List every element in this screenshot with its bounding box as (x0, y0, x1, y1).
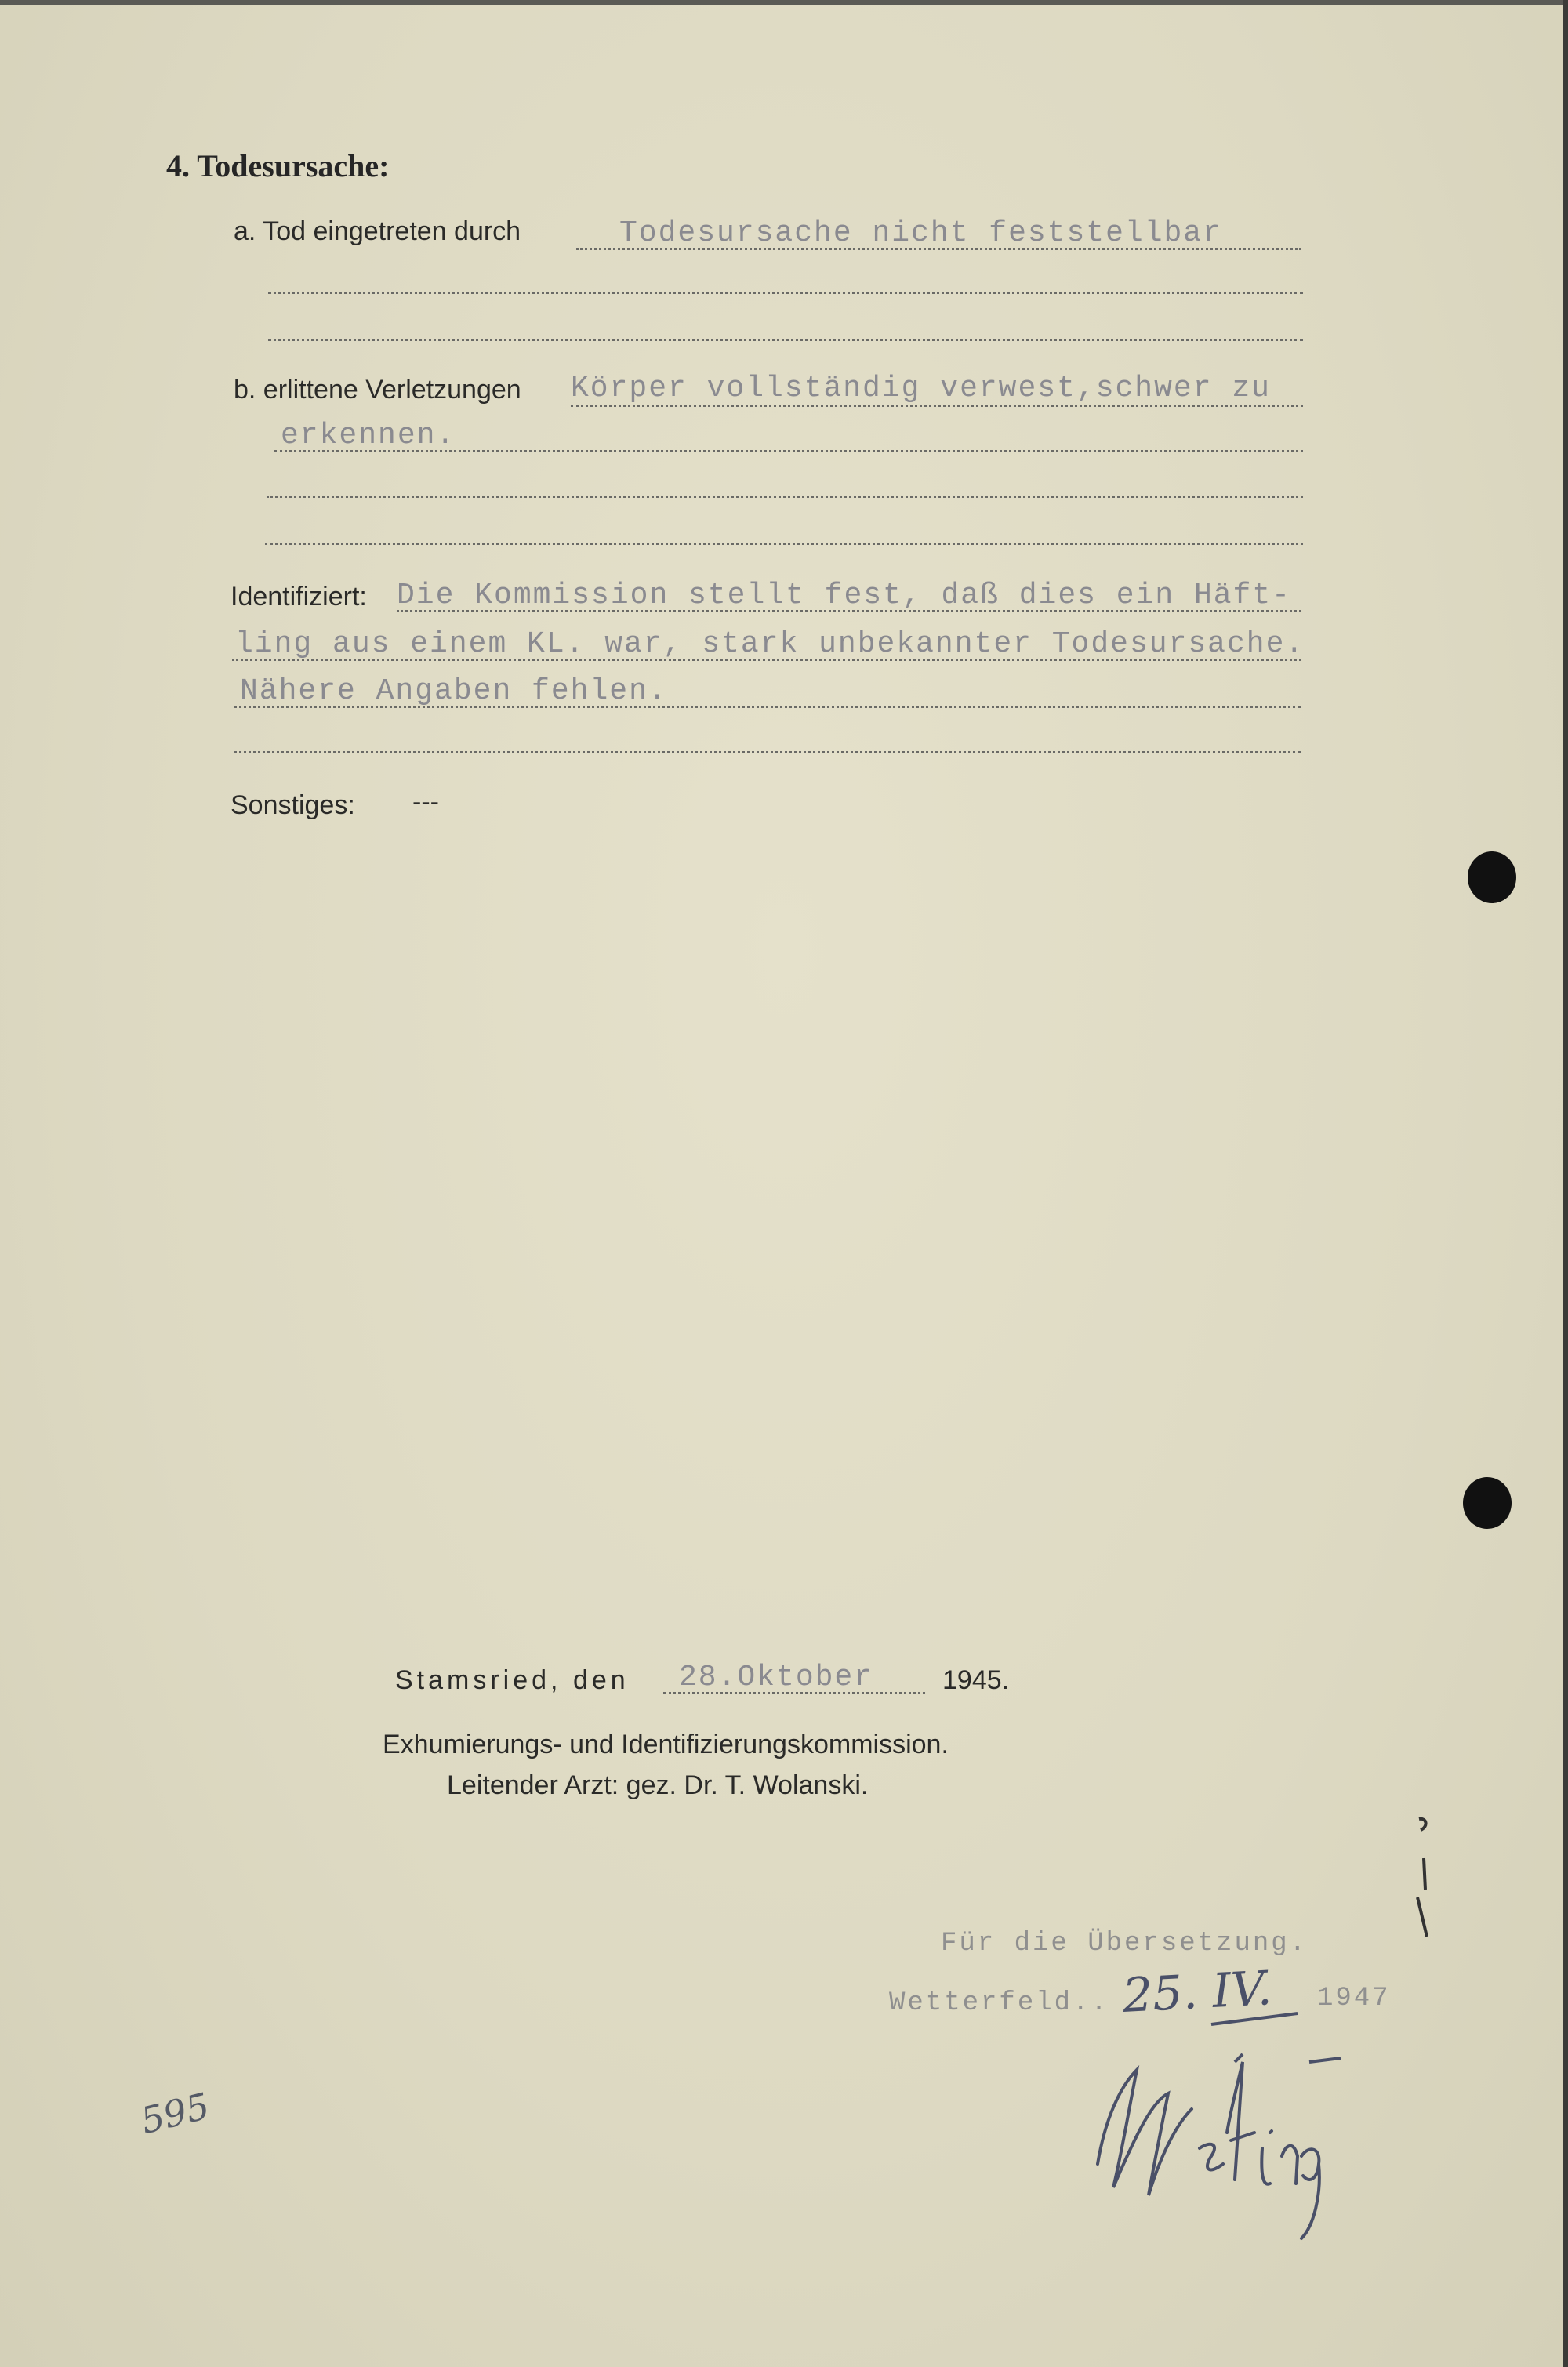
identified-line3: Nähere Angaben fehlen. (240, 674, 668, 708)
translation-stamp-line1: Für die Übersetzung. (941, 1929, 1308, 1959)
injuries-label: b. erlittene Verletzungen (234, 375, 521, 405)
cause-value: Todesursache nicht feststellbar (619, 216, 1222, 250)
injuries-line-1 (571, 405, 1303, 407)
translation-stamp-year: 1947 (1317, 1984, 1391, 2013)
edge-marks (1403, 1811, 1443, 1944)
date-underline (1207, 2007, 1301, 2031)
svg-text:595: 595 (136, 2084, 214, 2143)
identified-dots-1 (397, 610, 1301, 612)
injuries-line-3 (267, 496, 1303, 498)
identified-line1: Die Kommission stellt fest, daß dies ein Häft- (397, 579, 1291, 612)
cause-label: a. Tod eingetreten durch (234, 216, 521, 246)
injuries-line-2 (274, 450, 1303, 452)
page-number-mark (133, 2062, 227, 2148)
date-value: 28.Oktober (679, 1661, 874, 1694)
handwritten-date: 25. IV. (1121, 1961, 1273, 2024)
scan-edge-top (0, 0, 1568, 5)
identified-dots-3 (234, 706, 1301, 708)
other-value: --- (412, 787, 439, 817)
cause-line-1 (576, 248, 1301, 250)
commission-name: Exhumierungs- und Identifizierungskommission. (383, 1730, 949, 1759)
doctor-name: Leitender Arzt: gez. Dr. T. Wolanski. (447, 1770, 869, 1800)
injuries-line-4 (265, 543, 1303, 545)
translation-stamp-place: Wetterfeld.. (889, 1988, 1109, 2018)
injuries-value-line2: erkennen. (281, 419, 456, 452)
cause-line-2 (268, 292, 1303, 294)
punch-hole-lower (1463, 1477, 1512, 1529)
other-label: Sonstiges: (230, 790, 355, 820)
scan-edge-right (1563, 0, 1568, 2367)
identified-line2: ling aus einem KL. war, stark unbekannter Todesursache. (235, 627, 1305, 661)
place-label: Stamsried, den (395, 1665, 630, 1695)
identified-dots-4 (234, 751, 1301, 753)
injuries-value-line1: Körper vollständig verwest,schwer zu (571, 372, 1271, 405)
identified-dots-2 (232, 659, 1301, 661)
identified-label: Identifiziert: (230, 582, 367, 612)
date-line (663, 1692, 925, 1694)
section-heading: 4. Todesursache: (166, 148, 390, 183)
punch-hole-upper (1468, 851, 1516, 903)
cause-line-3 (268, 339, 1303, 341)
year-value: 1945. (942, 1665, 1010, 1695)
signature (1074, 2038, 1356, 2242)
